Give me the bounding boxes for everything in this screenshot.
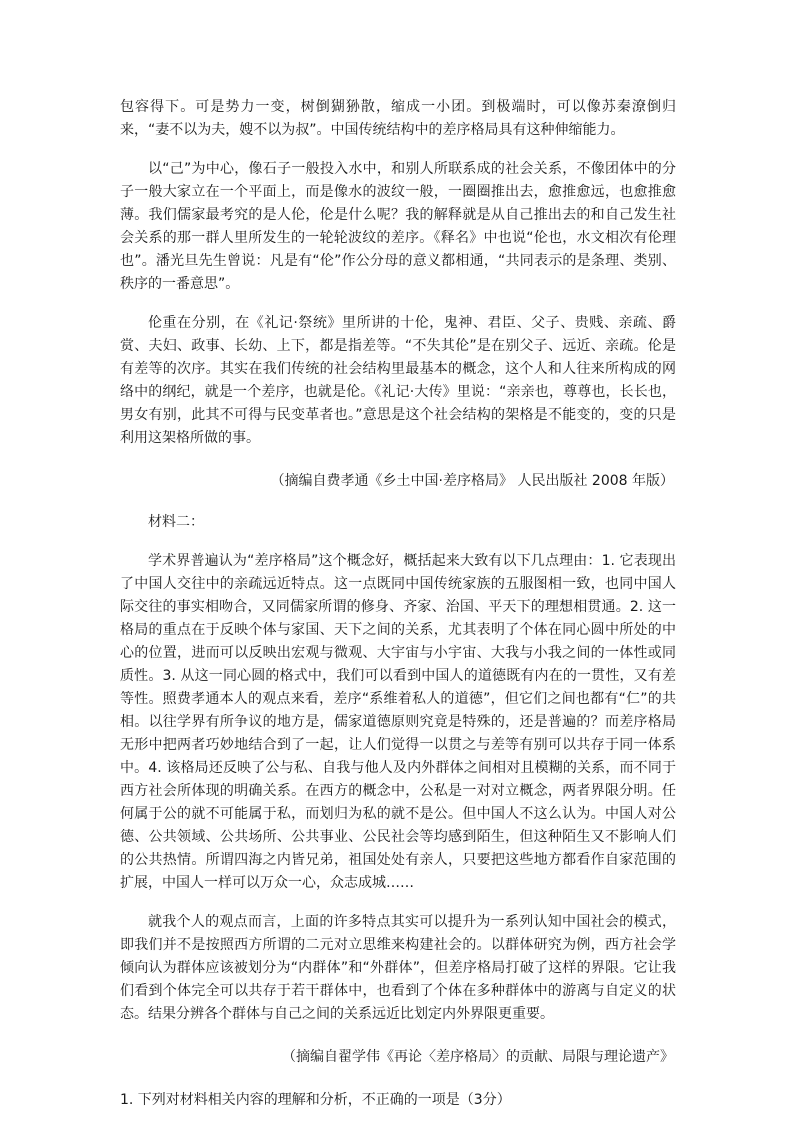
source-citation-fei: （摘编自费孝通《乡土中国·差序格局》 人民出版社 2008 年版） [270,473,674,489]
paragraph-lun-distinction: 伦重在分别，在《礼记·祭统》里所讲的十伦，鬼神、君臣、父子、贵贱、亲疏、爵赏、夫妇、政事、长幼、上下，都是指差等。“不失其伦”是在别父子、远近、亲疏。伦是有差等的次序。其实在我们传统的社会结构里最基本的概念，这个人和人往来所构成的网络中的纲纪，就是一个差序，也就是伦。《礼记·大传》里说：“亲亲也，尊尊也，长长也，男女有别，此其不可得与民变革者也。”意思是这个社会结构的架格是不能变的，变的只是利用这架格所做的事。 [120,315,676,446]
paragraph-personal-view: 就我个人的观点而言，上面的许多特点其实可以提升为一系列认知中国社会的模式，即我们并不是按照西方所谓的二元对立思维来构建社会的。以群体研究为例，西方社会学倾向认为群体应该被划分为“内群体”和“外群体”，但差序格局打破了这样的界限。它让我们看到个体完全可以共存于若干群体中，也看到了个体在多种群体中的游离与自定义的状态。结果分辨各个群体与自己之间的关系远近比划定内外界限更重要。 [120,914,676,1022]
paragraph-continuation: 包容得下。可是势力一变，树倒猢狲散，缩成一小团。到极端时，可以像苏秦潦倒归来，“妻不以为夫，嫂不以为叔”。中国传统结构中的差序格局具有这种伸缩能力。 [120,99,676,138]
paragraph-ji-center: 以“己”为中心，像石子一般投入水中，和别人所联系成的社会关系，不像团体中的分子一般大家立在一个平面上，而是像水的波纹一般，一圈圈推出去，愈推愈远，也愈推愈薄。我们儒家最考究的是人伦，伦是什么呢？我的解释就是从自己推出去的和自己发生社会关系的那一群人里所发生的一轮轮波纹的差序。《释名》中也说“伦也，水文相次有伦理也”。潘光旦先生曾说：凡是有“伦”作公分母的意义都相通，“共同表示的是条理、类别、秩序的一番意思”。 [120,161,676,292]
material-two-heading: 材料二： [148,514,204,530]
paragraph-academic-view: 学术界普遍认为“差序格局”这个概念好，概括起来大致有以下几点理由：1. 它表现出了中国人交往中的亲疏远近特点。这一点既同中国传统家族的五服图相一致，也同中国人际交往的事实相吻合，又同儒家所谓的修身、齐家、治国、平天下的理想相贯通。2. 这一格局的重点在于反映个体与家国、天下之间的关系，尤其表明了个体在同心圆中所处的中心的位置，进而可以反映出宏观与微观、大宇宙与小宇宙、大我与小我之间的一体性或同质性。3. 从这一同心圆的格式中，我们可以看到中国人的道德既有内在的一贯性，又有差等性。照费孝通本人的观点来看，差序“系维着私人的道德”，但它们之间也都有“仁”的共相。以往学界有所争议的地方是，儒家道德原则究竟是特殊的，还是普遍的？而差序格局无形中把两者巧妙地结合到了一起，让人们觉得一以贯之与差等有别可以共存于同一体系中。4. 该格局还反映了公与私、自我与他人及内外群体之间相对且模糊的关系，而不同于西方社会所体现的明确关系。在西方的概念中，公私是一对对立概念，两者界限分明。任何属于公的就不可能属于私，而划归为私的就不是公。但中国人不这么认为。中国人对公德、公共领域、公共场所、公共事业、公民社会等均感到陌生，但这种陌生又不影响人们的公共热情。所谓四海之内皆兄弟，祖国处处有亲人，只要把这些地方都看作自家范围的扩展，中国人一样可以万众一心，众志成城…… [120,553,676,891]
document-page [120,96,676,1112]
source-citation-zhai: （摘编自翟学伟《再论〈差序格局〉的贡献、局限与理论遗产》 [282,1049,674,1065]
question-one: 1. 下列对材料相关内容的理解和分析，不正确的一项是（3分） [120,1092,511,1108]
